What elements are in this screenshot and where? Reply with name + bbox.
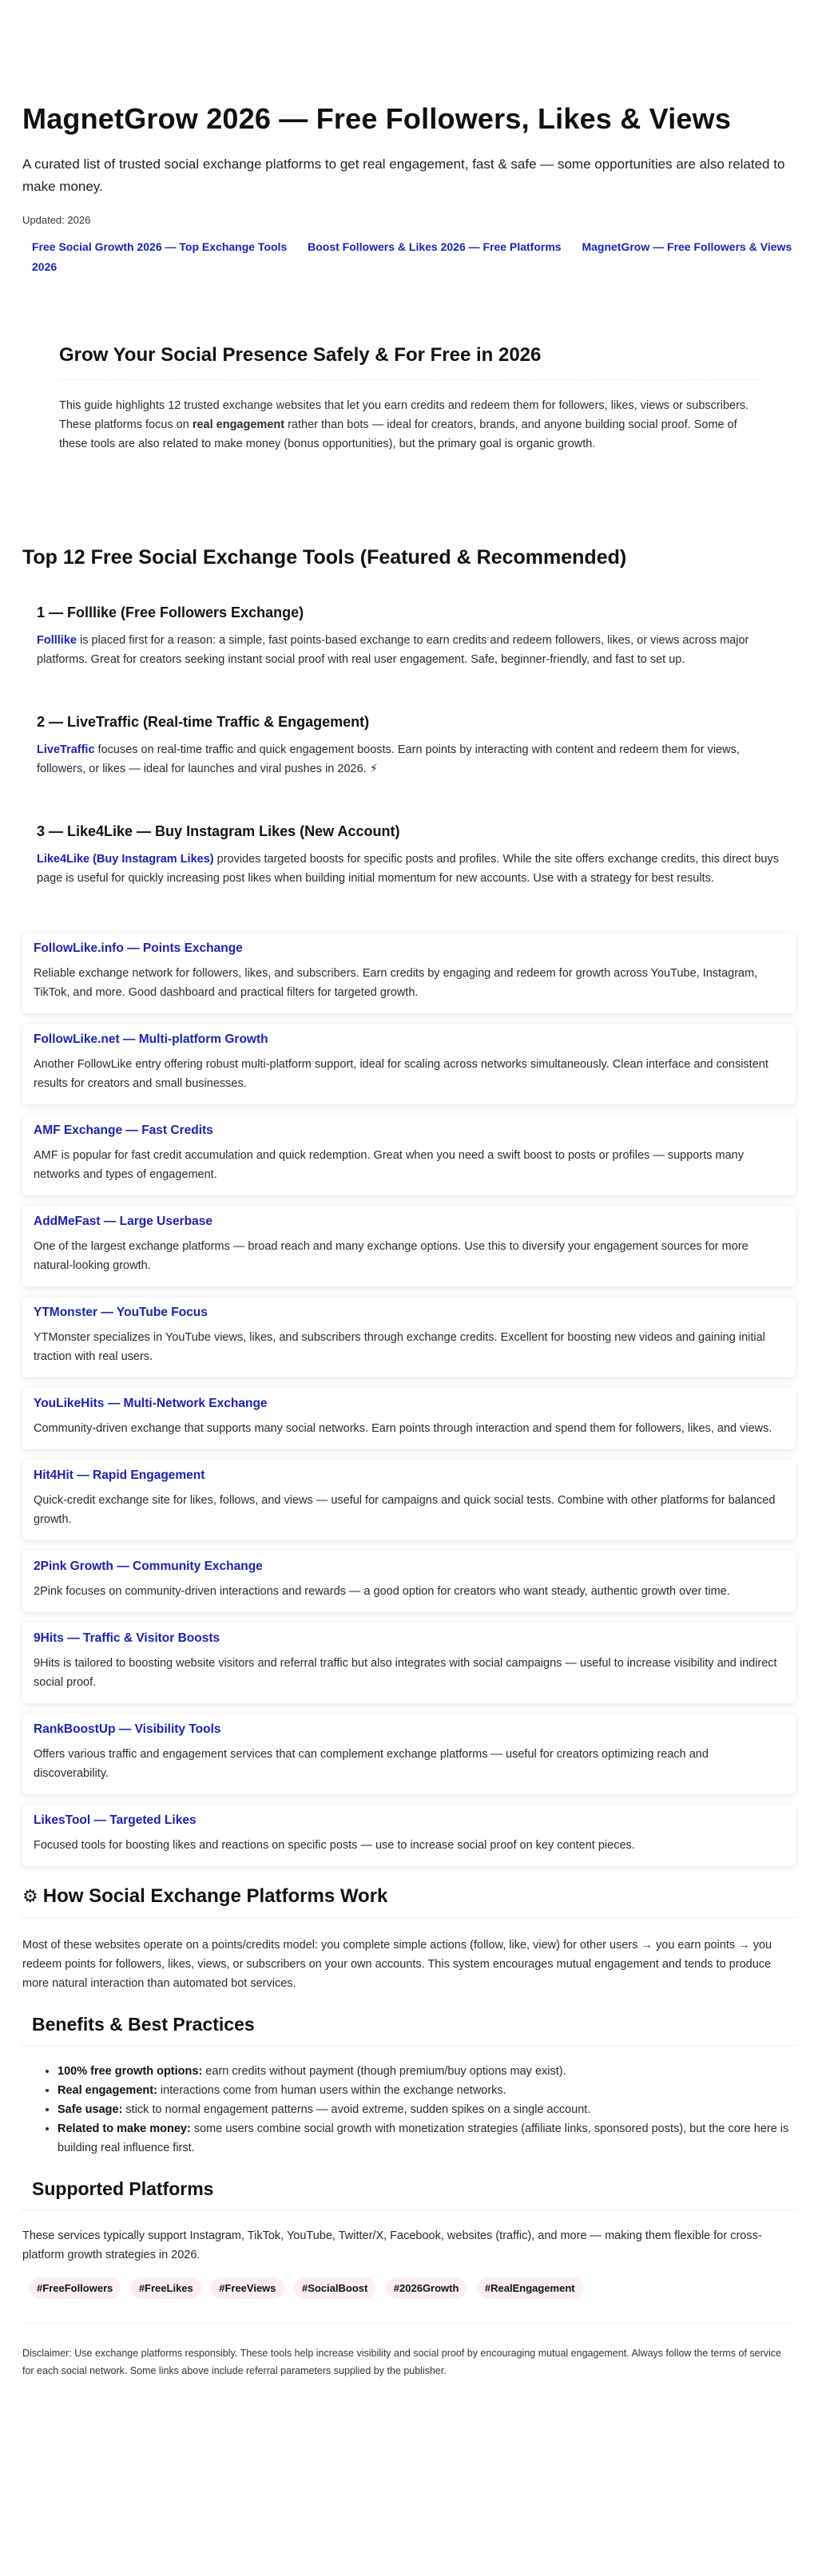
page-title: MagnetGrow 2026 — Free Followers, Likes & Views (22, 102, 732, 135)
featured-list (22, 604, 796, 888)
top-link-magnetgrow[interactable]: MagnetGrow — Free Followers & Views 2026 (32, 240, 792, 273)
card-text: Offers various traffic and engagement services that can complement exchange platforms — useful for creators optimizing reach and discoverability. (34, 1748, 709, 1780)
card-title (34, 1032, 784, 1047)
disclaimer: Disclaimer: Use exchange platforms responsibly. These tools help increase visibility and social proof by encouraging mutual engagement. Always follow the terms of service for each social network. Some links above include referral parameters supplied by the publisher. (22, 2348, 781, 2376)
benefit-text: stick to normal engagement patterns — avoid extreme, sudden spikes on a single account. (122, 2103, 591, 2116)
platforms-text: These services typically support Instagram, TikTok, YouTube, Twitter/X, Facebook, websites (traffic), and more — making them flexible for cross-platform growth strategies in 2026. (22, 2229, 762, 2261)
top-link-boost-followers[interactable]: Boost Followers & Likes 2026 — Free Platforms (308, 240, 562, 253)
benefit-label: Related to make money: (58, 2122, 191, 2135)
updated-label: Updated: 2026 (22, 214, 91, 226)
featured-item (37, 714, 781, 779)
platform-cards (22, 933, 796, 1866)
card-title (34, 1722, 784, 1737)
lead-text: A curated list of trusted social exchange platforms to get real engagement, fast & safe — some opportunities are also related to make money. (22, 157, 785, 194)
featured-text (37, 850, 781, 888)
card-link[interactable]: AMF Exchange — Fast Credits (34, 1124, 213, 1137)
how-text: Most of these websites operate on a points/credits model: you complete simple actions (follow, like, view) for other users → you earn points → you redeem points for followers, likes, views, or subscribers on your own accounts. This system encourages mutual engagement and tends to produce more natural interaction than automated bot services. (22, 1939, 772, 1990)
card-title (34, 1631, 784, 1646)
card-title (34, 1468, 784, 1483)
top12-heading: Top 12 Free Social Exchange Tools (Featured & Recommended) (22, 546, 627, 569)
featured-text (37, 631, 781, 669)
platform-card (22, 1551, 796, 1612)
divider (22, 1917, 796, 1918)
how-heading (22, 1885, 796, 1908)
card-link[interactable]: Hit4Hit — Rapid Engagement (34, 1468, 205, 1482)
how-section (22, 1885, 796, 1993)
benefits-heading: Benefits & Best Practices (32, 2014, 255, 2035)
tag: #FreeFollowers (29, 2277, 121, 2299)
featured-desc: provides targeted boosts for specific posts and profiles. While the site offers exchange credits, this direct buys page is useful for quickly increasing post likes when building initial momentum for new accounts. Use with a strategy for best results. (37, 853, 779, 885)
featured-title: 2 — LiveTraffic (Real-time Traffic & Engagement) (37, 714, 370, 730)
card-text: Another FollowLike entry offering robust multi-platform support, ideal for scaling across networks simultaneously. Clean interface and consistent results for creators and small businesses. (34, 1058, 768, 1090)
intro-heading: Grow Your Social Presence Safely & For Free in 2026 (59, 344, 542, 366)
benefit-text: some users combine social growth with monetization strategies (affiliate links, sponsored posts), but the core here is building real influence first. (58, 2122, 789, 2154)
card-text: Quick-credit exchange site for likes, follows, and views — useful for campaigns and quick social tests. Combine with other platforms for balanced growth. (34, 1494, 776, 1526)
platform-card (22, 1024, 796, 1104)
card-text: Reliable exchange network for followers, likes, and subscribers. Earn credits by engaging and redeem for growth across YouTube, Instagram, TikTok, and more. Good dashboard and practical filters for targeted growth. (34, 967, 758, 999)
divider (22, 2209, 796, 2210)
list-item (58, 2100, 796, 2119)
card-link[interactable]: AddMeFast — Large Userbase (34, 1215, 212, 1228)
card-link[interactable]: 2Pink Growth — Community Exchange (34, 1559, 263, 1573)
tag: #RealEngagement (477, 2277, 583, 2299)
card-title (34, 1397, 784, 1411)
intro-text (59, 396, 759, 454)
featured-title: 1 — Folllike (Free Followers Exchange) (37, 604, 304, 620)
card-link[interactable]: FollowLike.info — Points Exchange (34, 941, 243, 955)
intro-text-part: rather than bots — ideal for creators, brands, and anyone building social proof. Some of these tools are also related to make money (bonus opportunities), but the primary goal is organic growth. (59, 418, 737, 450)
platform-card (22, 1388, 796, 1449)
card-link[interactable]: YTMonster — YouTube Focus (34, 1306, 208, 1319)
card-title (34, 1215, 784, 1229)
tag: #SocialBoost (294, 2277, 375, 2299)
card-title (34, 1559, 784, 1574)
platforms-heading: Supported Platforms (32, 2178, 214, 2199)
benefit-text: earn credits without payment (though premium/buy options may exist). (202, 2065, 566, 2078)
featured-desc: is placed first for a reason: a simple, fast points-based exchange to earn credits and redeem followers, likes, or views across major platforms. Great for creators seeking instant social proof with real user engagement. Safe, beginner-friendly, and fast to set up. (37, 634, 749, 666)
platform-card (22, 1115, 796, 1195)
intro-text-bold: real engagement (192, 418, 285, 431)
card-text: AMF is popular for fast credit accumulation and quick redemption. Great when you need a swift boost to posts or profiles — supports many networks and types of engagement. (34, 1149, 744, 1181)
platform-card (22, 1206, 796, 1286)
footer (22, 2323, 796, 2380)
list-item (58, 2062, 796, 2081)
platform-card (22, 1714, 796, 1794)
platform-card (22, 933, 796, 1013)
featured-title: 3 — Like4Like — Buy Instagram Likes (New Account) (37, 823, 400, 839)
card-link[interactable]: FollowLike.net — Multi-platform Growth (34, 1032, 268, 1046)
featured-desc: focuses on real-time traffic and quick engagement boosts. Earn points by interacting with content and redeem them for views, followers, or likes — ideal for launches and viral pushes in 2026. ⚡ (37, 743, 740, 775)
card-title (34, 941, 784, 956)
featured-link-livetraffic[interactable]: LiveTraffic (37, 743, 95, 756)
benefit-text: interactions come from human users within the exchange networks. (157, 2084, 506, 2097)
benefits-section (22, 2014, 796, 2158)
card-link[interactable]: YouLikeHits — Multi-Network Exchange (34, 1397, 268, 1410)
top-link-free-social-growth[interactable]: Free Social Growth 2026 — Top Exchange Tools (32, 240, 288, 253)
card-text: Focused tools for boosting likes and reactions on specific posts — use to increase social proof on key content pieces. (34, 1839, 635, 1852)
tag: #FreeViews (211, 2277, 284, 2299)
tag-list (22, 2277, 796, 2299)
platform-card (22, 1805, 796, 1866)
intro-section (45, 344, 773, 454)
card-text: One of the largest exchange platforms — broad reach and many exchange options. Use this to diversify your engagement sources for more natural-looking growth. (34, 1240, 749, 1272)
top-links (22, 237, 796, 277)
benefits-list (22, 2062, 796, 2158)
benefit-label: 100% free growth options: (58, 2065, 203, 2078)
list-item (58, 2081, 796, 2100)
featured-item (37, 604, 781, 669)
divider (59, 379, 759, 380)
card-link[interactable]: LikesTool — Targeted Likes (34, 1813, 197, 1827)
divider (22, 2323, 796, 2324)
card-link[interactable]: RankBoostUp — Visibility Tools (34, 1722, 221, 1736)
intro-text-part: This guide highlights 12 trusted exchange websites that let you earn credits and redeem them for followers, likes, views or subscribers. These platforms focus on (59, 399, 749, 431)
list-item (58, 2119, 796, 2158)
card-text: Community-driven exchange that supports many social networks. Earn points through interaction and spend them for followers, likes, and views. (34, 1422, 772, 1435)
platforms-section (22, 2178, 796, 2299)
card-title (34, 1306, 784, 1320)
featured-link-folllike[interactable]: Folllike (37, 634, 77, 647)
card-text: 2Pink focuses on community-driven interactions and rewards — a good option for creators who want steady, authentic growth over time. (34, 1585, 730, 1598)
divider (22, 2045, 796, 2046)
platform-card (22, 1460, 796, 1540)
platform-card (22, 1297, 796, 1377)
how-heading-text: How Social Exchange Platforms Work (42, 1885, 388, 1907)
benefit-label: Real engagement: (58, 2084, 157, 2097)
tag: #2026Growth (386, 2277, 467, 2299)
card-title (34, 1813, 784, 1828)
platform-card (22, 1623, 796, 1703)
featured-text (37, 740, 781, 779)
card-text: YTMonster specializes in YouTube views, likes, and subscribers through exchange credits. Excellent for boosting new videos and gaining initial traction with real users. (34, 1331, 765, 1363)
gear-icon: ⚙ (22, 1886, 38, 1906)
card-link[interactable]: 9Hits — Traffic & Visitor Boosts (34, 1631, 220, 1645)
tag: #FreeLikes (131, 2277, 201, 2299)
featured-item (37, 823, 781, 888)
featured-link-like4like[interactable]: Like4Like (Buy Instagram Likes) (37, 853, 214, 866)
card-text: 9Hits is tailored to boosting website visitors and referral traffic but also integrates with social campaigns — useful to increase visibility and indirect social proof. (34, 1657, 777, 1689)
hero-header (22, 0, 796, 277)
benefit-label: Safe usage: (58, 2103, 123, 2116)
card-title (34, 1124, 784, 1138)
